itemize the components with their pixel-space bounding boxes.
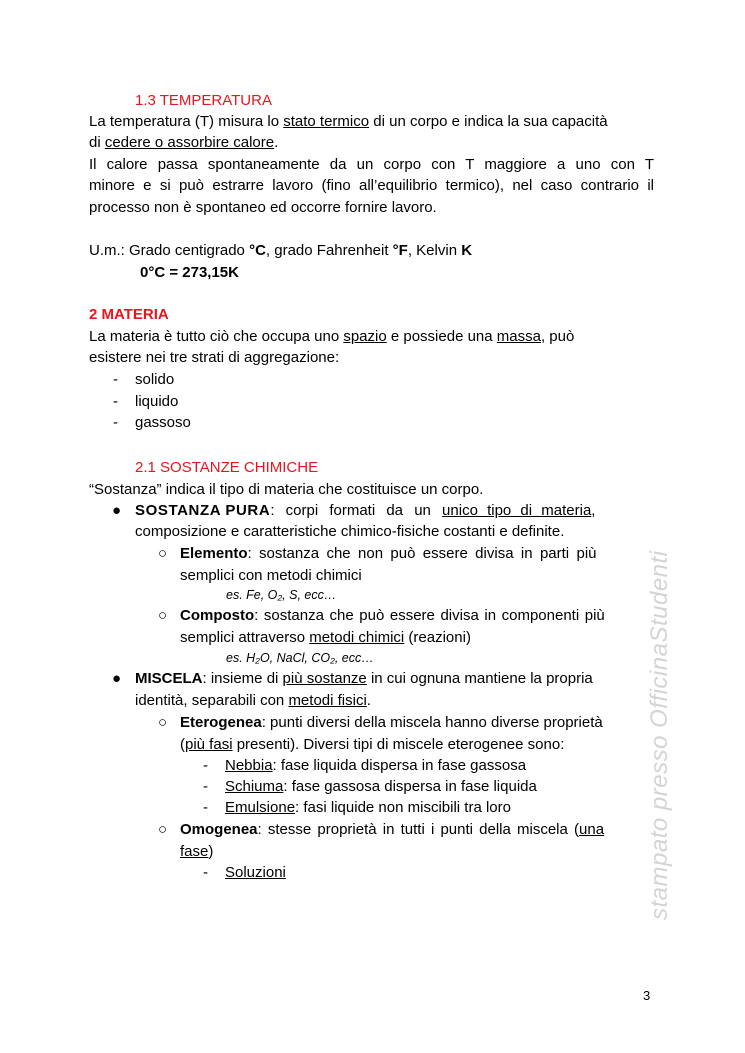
- paragraph-line: (più fasi presenti). Diversi tipi di miscele eterogenee sono:: [180, 736, 565, 753]
- circle-bullet: ○: [158, 821, 168, 838]
- section-title-temperatura: 1.3 TEMPERATURA: [135, 92, 272, 109]
- list-item-sostanza-pura: SOSTANZA PURA: corpi formati da un unico tipo di materia,: [135, 502, 596, 519]
- paragraph-line: fase): [180, 843, 214, 860]
- list-item: gassoso: [135, 414, 191, 431]
- conversion-formula: 0°C = 273,15K: [140, 264, 239, 281]
- paragraph-line: composizione e caratteristiche chimico-fisiche costanti e definite.: [135, 523, 565, 540]
- list-item-eterogenea: Eterogenea: punti diversi della miscela hanno diverse proprietà: [180, 714, 603, 731]
- paragraph-line: La materia è tutto ciò che occupa uno spazio e possiede una massa, può: [89, 328, 575, 345]
- disc-bullet: ●: [112, 502, 122, 519]
- dash-bullet: -: [113, 393, 118, 410]
- list-item: Soluzioni: [225, 864, 286, 881]
- section-title-sostanze: 2.1 SOSTANZE CHIMICHE: [135, 459, 319, 476]
- circle-bullet: ○: [158, 607, 168, 624]
- paragraph-line: minore e si può estrarre lavoro (fino all’equilibrio termico), nel caso contrario il: [89, 177, 654, 194]
- dash-bullet: -: [203, 799, 208, 816]
- dash-bullet: -: [203, 757, 208, 774]
- section-title-materia: 2 MATERIA: [89, 306, 169, 323]
- list-item-miscela: MISCELA: insieme di più sostanze in cui ognuna mantiene la propria: [135, 670, 593, 687]
- list-item-omogenea: Omogenea: stesse proprietà in tutti i punti della miscela (una: [180, 821, 605, 838]
- list-item: Nebbia: fase liquida dispersa in fase gassosa: [225, 757, 527, 774]
- list-item: solido: [135, 371, 175, 388]
- paragraph-line: semplici attraverso metodi chimici (reazioni): [180, 629, 471, 646]
- disc-bullet: ●: [112, 670, 122, 687]
- paragraph-line: processo non è spontaneo ed occorre fornire lavoro.: [89, 199, 437, 216]
- paragraph-line: semplici con metodi chimici: [180, 567, 362, 584]
- list-item: Schiuma: fase gassosa dispersa in fase liquida: [225, 778, 537, 795]
- paragraph-line: La temperatura (T) misura lo stato termico di un corpo e indica la sua capacità: [89, 113, 608, 130]
- example-line: es. Fe, O₂, S, ecc…: [226, 588, 337, 602]
- dash-bullet: -: [203, 864, 208, 881]
- watermark: stampato presso OfficinaStudenti: [646, 550, 673, 920]
- dash-bullet: -: [113, 371, 118, 388]
- list-item-composto: Composto: sostanza che può essere divisa in componenti più: [180, 607, 605, 624]
- dash-bullet: -: [203, 778, 208, 795]
- circle-bullet: ○: [158, 714, 168, 731]
- units-line: U.m.: Grado centigrado °C, grado Fahrenheit °F, Kelvin K: [89, 242, 473, 259]
- list-item: liquido: [135, 393, 179, 410]
- page-number: 3: [643, 988, 651, 1003]
- list-item: Emulsione: fasi liquide non miscibili tra loro: [225, 799, 511, 816]
- example-line: es. H₂O, NaCl, CO₂, ecc…: [226, 651, 374, 665]
- paragraph-line: di cedere o assorbire calore.: [89, 134, 279, 151]
- circle-bullet: ○: [158, 545, 168, 562]
- paragraph-line: Il calore passa spontaneamente da un corpo con T maggiore a uno con T: [89, 156, 654, 173]
- list-item-elemento: Elemento: sostanza che non può essere divisa in parti più: [180, 545, 597, 562]
- paragraph-line: “Sostanza” indica il tipo di materia che costituisce un corpo.: [89, 481, 484, 498]
- paragraph-line: identità, separabili con metodi fisici.: [135, 692, 371, 709]
- dash-bullet: -: [113, 414, 118, 431]
- paragraph-line: esistere nei tre strati di aggregazione:: [89, 349, 340, 366]
